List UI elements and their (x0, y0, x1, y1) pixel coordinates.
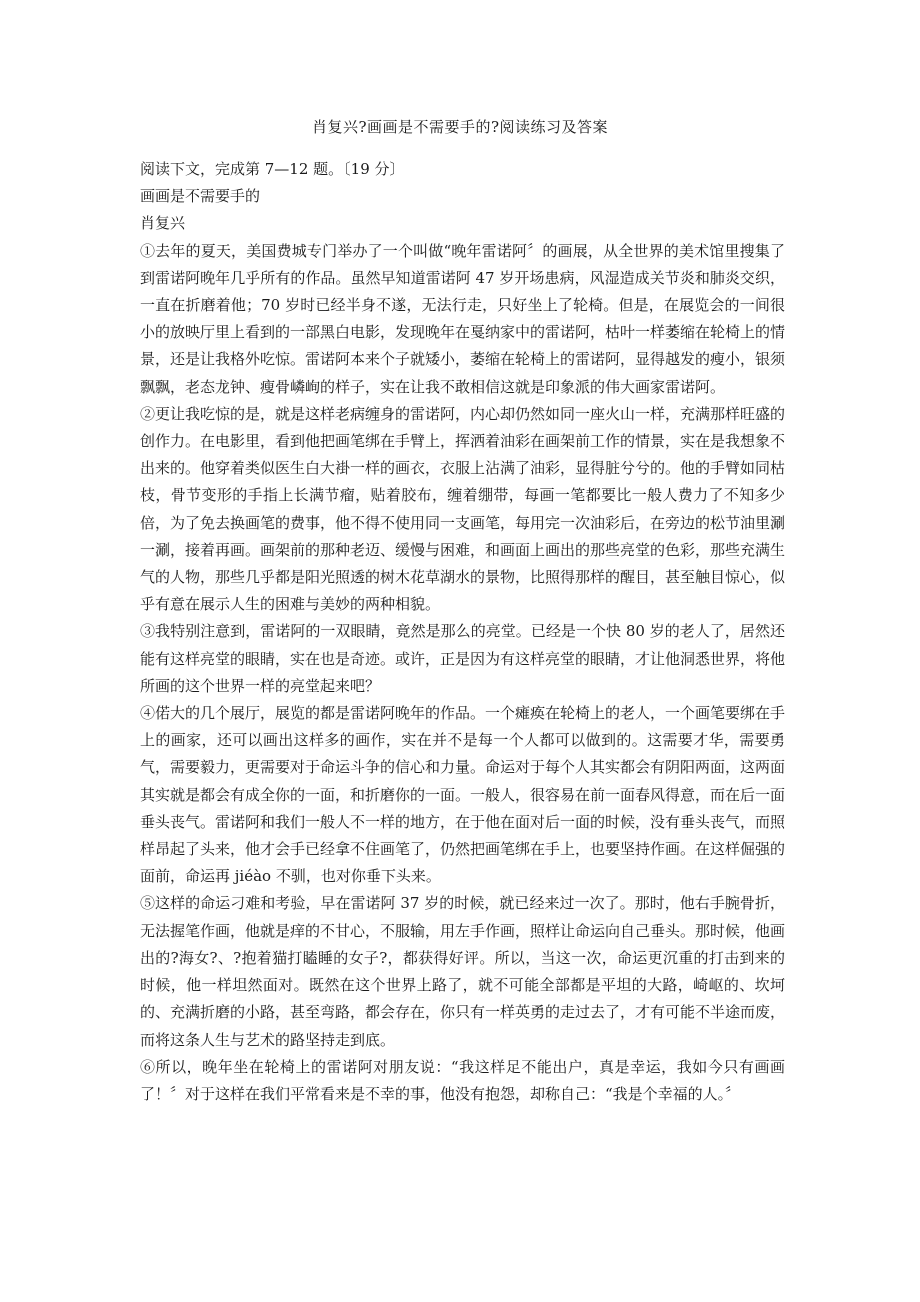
paragraph-5: ⑤这样的命运刁难和考验，早在雷诺阿 37 岁的时候，就已经来过一次了。那时，他右手腕骨折，无法握笔作画，他就是痒的不甘心，不服输，用左手作画，照样让命运向自己垂头。那时候，他画出的?海女?、?抱着猫打瞌睡的女子?，都获得好评。所以，当这一次，命运更沉重的打击到来的时候，他一样坦然面对。既然在这个世界上路了，就不可能全部都是平坦的大路，崎岖的、坎坷的、充满折磨的小路，甚至弯路，都会存在，你只有一样英勇的走过去了，才有可能不半途而废，而将这条人生与艺术的路坚持走到底。 (140, 894, 786, 1049)
instruction-line: 阅读下文，完成第 7—12 题。〔19 分〕 (140, 160, 405, 178)
paragraph-6: ⑥所以，晚年坐在轮椅上的雷诺阿对朋友说：“我这样足不能出户，真是幸运，我如今只有画画了！〞对于这样在我们平常看来是不幸的事，他没有抱怨，却称自己：“我是个幸福的人。〞 (140, 1057, 785, 1103)
document-title: 肖复兴?画画是不需要手的?阅读练习及答案 (311, 118, 609, 136)
paragraph-4: ④偌大的几个展厅，展览的都是雷诺阿晚年的作品。一个瘫痪在轮椅上的老人，一个画笔要绑在手上的画家，还可以画出这样多的画作，实在并不是每一个人都可以做到的。这需要才华，需要勇气，需要毅力，更需要对于命运斗争的信心和力量。命运对于每个人其实都会有阴阳两面，这两面其实就是都会有成全你的一面，和折磨你的一面。一般人，很容易在前一面春风得意，而在后一面垂头丧气。雷诺阿和我们一般人不一样的地方，在于他在面对后一面的时候，没有垂头丧气，而照样昂起了头来，他才会手已经拿不住画笔了，仍然把画笔绑在手上，也要坚持作画。在这样倔强的面前，命运再 jiéào 不驯，也对你垂下头来。 (140, 704, 786, 886)
article-author: 肖复兴 (140, 214, 186, 233)
paragraph-3: ③我特别注意到，雷诺阿的一双眼睛，竟然是那么的亮堂。已经是一个快 80 岁的老人了，居然还能有这样亮堂的眼睛，实在也是奇迹。或许，正是因为有这样亮堂的眼睛，才让他洞悉世界，将他所画的这个世界一样的亮堂起来吧？ (140, 622, 786, 695)
document-body (140, 156, 785, 1108)
paragraph-2: ②更让我吃惊的是，就是这样老病缠身的雷诺阿，内心却仍然如同一座火山一样，充满那样旺盛的创作力。在电影里，看到他把画笔绑在手臂上，挥洒着油彩在画架前工作的情景，实在是我想象不出来的。他穿着类似医生白大褂一样的画衣，衣服上沾满了油彩，显得脏兮兮的。他的手臂如同枯枝，骨节变形的手指上长满节瘤，贴着胶布，缠着绷带，每画一笔都要比一般人费力了不知多少倍，为了免去换画笔的费事，他不得不使用同一支画笔，每用完一次油彩后，在旁边的松节油里涮一涮，接着再画。画架前的那种老迈、缓慢与困难，和画面上画出的那些亮堂的色彩，那些充满生气的人物，那些几乎都是阳光照透的树木花草湖水的景物，比照得那样的醒目，甚至触目惊心，似乎有意在展示人生的困难与美妙的两种相貌。 (140, 404, 786, 614)
article-title: 画画是不需要手的 (140, 187, 261, 206)
paragraph-1: ①去年的夏天，美国费城专门举办了一个叫做“晚年雷诺阿〞的画展，从全世界的美术馆里搜集了到雷诺阿晚年几乎所有的作品。虽然早知道雷诺阿 47 岁开场患病，风湿造成关节炎和肺炎交织，一直在折磨着他；70 岁时已经半身不遂，无法行走，只好坐上了轮椅。但是，在展览会的一间很小的放映厅里上看到的一部黑白电影，发现晚年在戛纳家中的雷诺阿，枯叶一样萎缩在轮椅上的情景，还是让我格外吃惊。雷诺阿本来个子就矮小，萎缩在轮椅上的雷诺阿，显得越发的瘦小，银须飘飘，老态龙钟、瘦骨嶙峋的样子，实在让我不敢相信这就是印象派的伟大画家雷诺阿。 (140, 241, 786, 396)
